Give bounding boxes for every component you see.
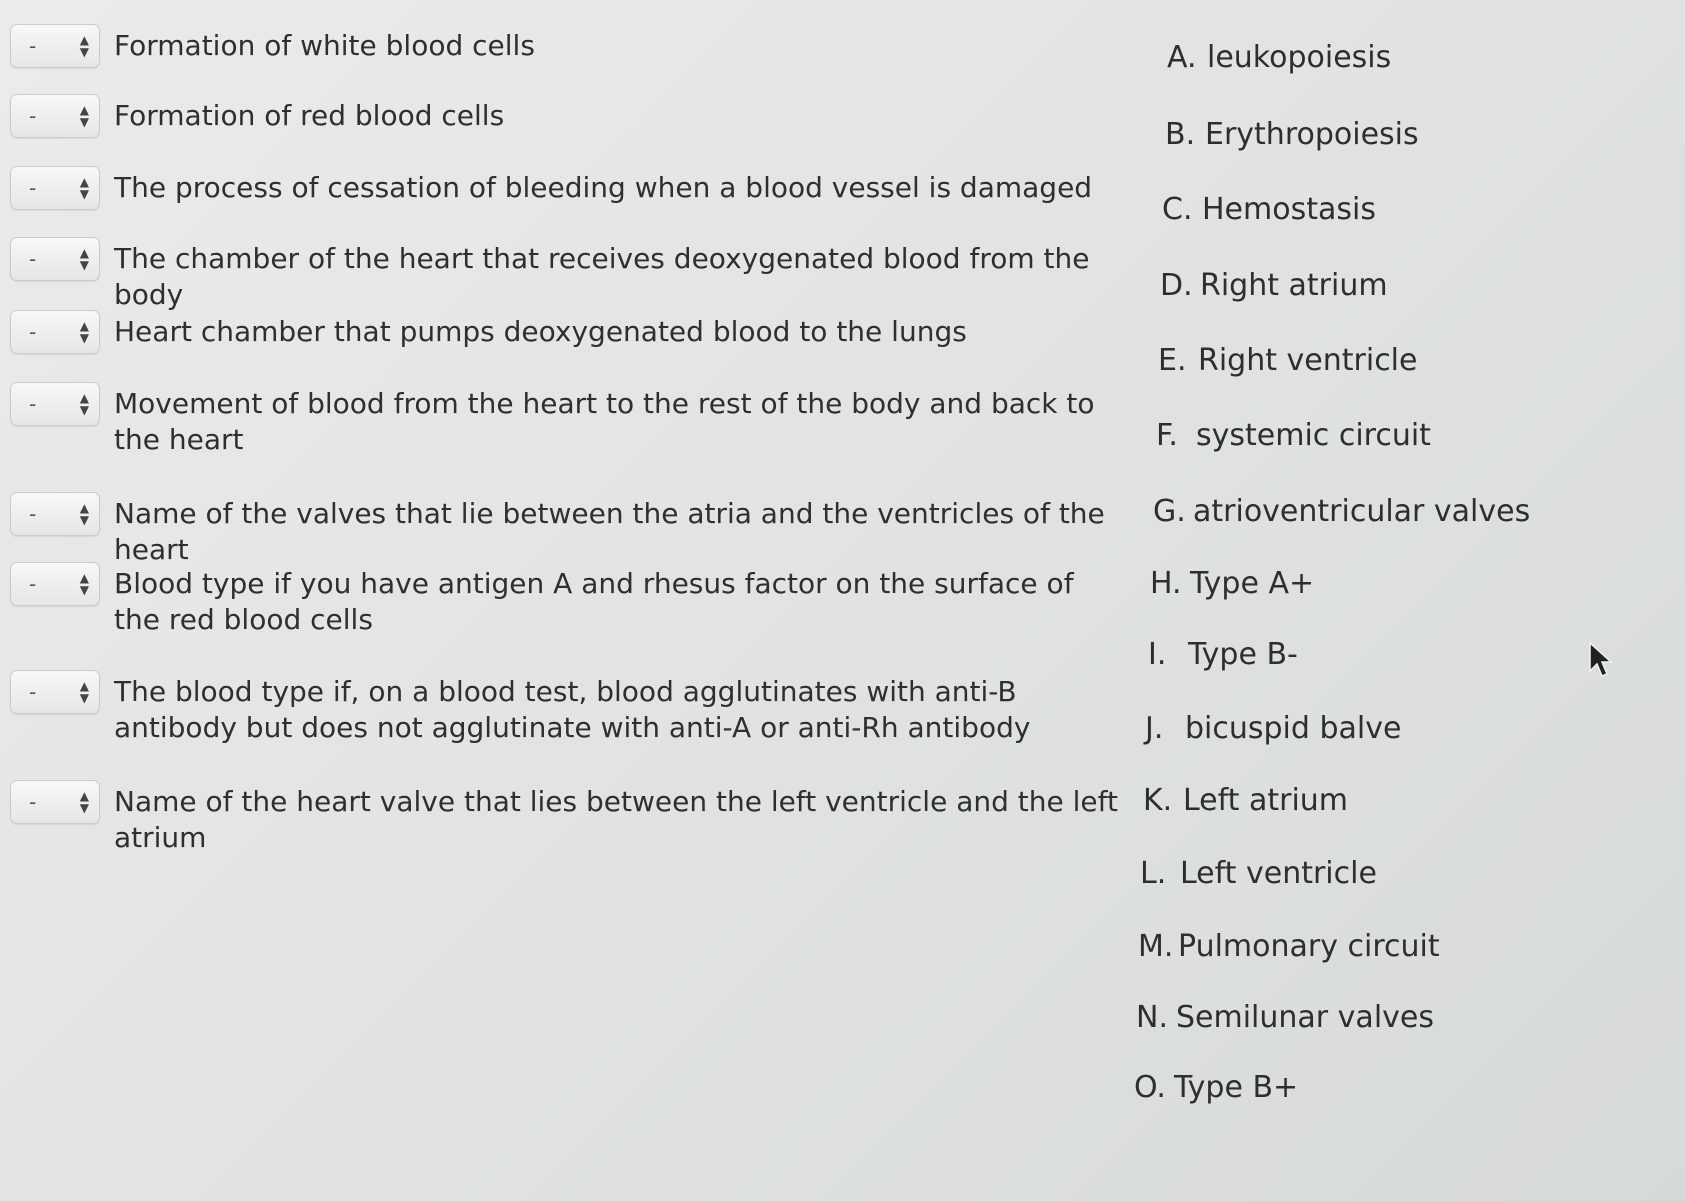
up-down-arrows-icon: ▲ ▼ — [79, 501, 89, 527]
choice-letter: C. — [1162, 192, 1193, 227]
select-value: - — [29, 790, 37, 814]
choice-m — [1138, 929, 1440, 965]
choice-text: Type A+ — [1190, 566, 1315, 601]
select-value: - — [29, 680, 37, 704]
up-down-arrows-icon: ▲ ▼ — [79, 33, 89, 59]
question-row-7 — [10, 492, 1120, 568]
choice-d — [1160, 268, 1388, 304]
choice-letter: B. — [1165, 117, 1196, 152]
answer-select[interactable] — [10, 670, 100, 714]
select-value: - — [29, 392, 37, 416]
question-text: The chamber of the heart that receives deoxygenated blood from the body — [114, 242, 1090, 311]
choice-letter: G. — [1153, 494, 1186, 529]
question-row-9 — [10, 670, 1120, 746]
question-row-10 — [10, 780, 1120, 856]
select-value: - — [29, 502, 37, 526]
choice-letter: J. — [1145, 711, 1164, 746]
choice-text: systemic circuit — [1196, 418, 1431, 453]
choice-letter: F. — [1156, 418, 1178, 453]
choice-letter: I. — [1148, 637, 1167, 672]
choice-letter: L. — [1140, 856, 1167, 891]
question-text: Name of the valves that lie between the atria and the ventricles of the heart — [114, 497, 1105, 566]
select-value: - — [29, 176, 37, 200]
answer-select[interactable] — [10, 237, 100, 281]
question-text: Formation of white blood cells — [114, 29, 535, 62]
choice-letter: O. — [1134, 1070, 1166, 1105]
choice-text: Pulmonary circuit — [1178, 929, 1440, 964]
mouse-pointer-icon — [1588, 641, 1614, 679]
question-text: The blood type if, on a blood test, blood agglutinates with anti-B antibody but does not agglutinate with anti-A or anti-Rh antibody — [114, 675, 1031, 744]
select-value: - — [29, 247, 37, 271]
select-value: - — [29, 320, 37, 344]
choice-text: Hemostasis — [1202, 192, 1376, 227]
up-down-arrows-icon: ▲ ▼ — [79, 103, 89, 129]
up-down-arrows-icon: ▲ ▼ — [79, 246, 89, 272]
answer-select[interactable] — [10, 382, 100, 426]
answer-select[interactable] — [10, 780, 100, 824]
choice-letter: H. — [1150, 566, 1182, 601]
choice-j — [1145, 711, 1401, 747]
question-text: Formation of red blood cells — [114, 99, 505, 132]
question-row-1 — [10, 24, 1120, 68]
select-value: - — [29, 104, 37, 128]
up-down-arrows-icon: ▲ ▼ — [79, 571, 89, 597]
choice-e — [1158, 343, 1417, 379]
choice-h — [1150, 566, 1314, 602]
choice-c — [1162, 192, 1376, 228]
choice-letter: E. — [1158, 343, 1187, 378]
up-down-arrows-icon: ▲ ▼ — [79, 789, 89, 815]
question-text: Heart chamber that pumps deoxygenated blood to the lungs — [114, 315, 967, 348]
question-row-6 — [10, 382, 1120, 458]
choice-text: atrioventricular valves — [1193, 494, 1531, 529]
choice-k — [1143, 783, 1348, 819]
choice-text: Right ventricle — [1198, 343, 1418, 378]
choice-letter: K. — [1143, 783, 1173, 818]
answer-select[interactable] — [10, 310, 100, 354]
choice-text: Left atrium — [1183, 783, 1349, 818]
choice-text: Type B+ — [1174, 1070, 1299, 1105]
question-text: The process of cessation of bleeding when a blood vessel is damaged — [114, 171, 1093, 204]
choice-text: Erythropoiesis — [1205, 117, 1419, 152]
choice-letter: A. — [1167, 40, 1197, 75]
question-row-2 — [10, 94, 1120, 138]
up-down-arrows-icon: ▲ ▼ — [79, 679, 89, 705]
choice-letter: N. — [1136, 1000, 1168, 1035]
choice-a — [1167, 40, 1391, 76]
question-text: Blood type if you have antigen A and rhesus factor on the surface of the red blood cells — [114, 567, 1074, 636]
answer-select[interactable] — [10, 94, 100, 138]
answer-select[interactable] — [10, 166, 100, 210]
choice-text: Type B- — [1188, 637, 1298, 672]
select-value: - — [29, 34, 37, 58]
question-row-3 — [10, 166, 1120, 210]
choice-g — [1153, 494, 1530, 530]
choice-o — [1134, 1070, 1298, 1106]
choice-f — [1156, 418, 1431, 454]
choice-l — [1140, 856, 1377, 892]
choice-n — [1136, 1000, 1434, 1036]
up-down-arrows-icon: ▲ ▼ — [79, 175, 89, 201]
choice-letter: M. — [1138, 929, 1174, 964]
question-row-8 — [10, 562, 1120, 638]
choice-text: leukopoiesis — [1207, 40, 1392, 75]
answer-select[interactable] — [10, 562, 100, 606]
answer-select[interactable] — [10, 24, 100, 68]
answer-select[interactable] — [10, 492, 100, 536]
question-row-4 — [10, 237, 1120, 313]
up-down-arrows-icon: ▲ ▼ — [79, 391, 89, 417]
question-text: Movement of blood from the heart to the rest of the body and back to the heart — [114, 387, 1095, 456]
choice-i — [1148, 637, 1298, 673]
question-row-5 — [10, 310, 1120, 354]
choice-letter: D. — [1160, 268, 1193, 303]
choice-text: Left ventricle — [1180, 856, 1377, 891]
choice-text: Semilunar valves — [1176, 1000, 1434, 1035]
up-down-arrows-icon: ▲ ▼ — [79, 319, 89, 345]
question-text: Name of the heart valve that lies between the left ventricle and the left atrium — [114, 785, 1118, 854]
select-value: - — [29, 572, 37, 596]
choice-b — [1165, 117, 1419, 153]
choice-text: Right atrium — [1200, 268, 1388, 303]
choice-text: bicuspid balve — [1185, 711, 1402, 746]
